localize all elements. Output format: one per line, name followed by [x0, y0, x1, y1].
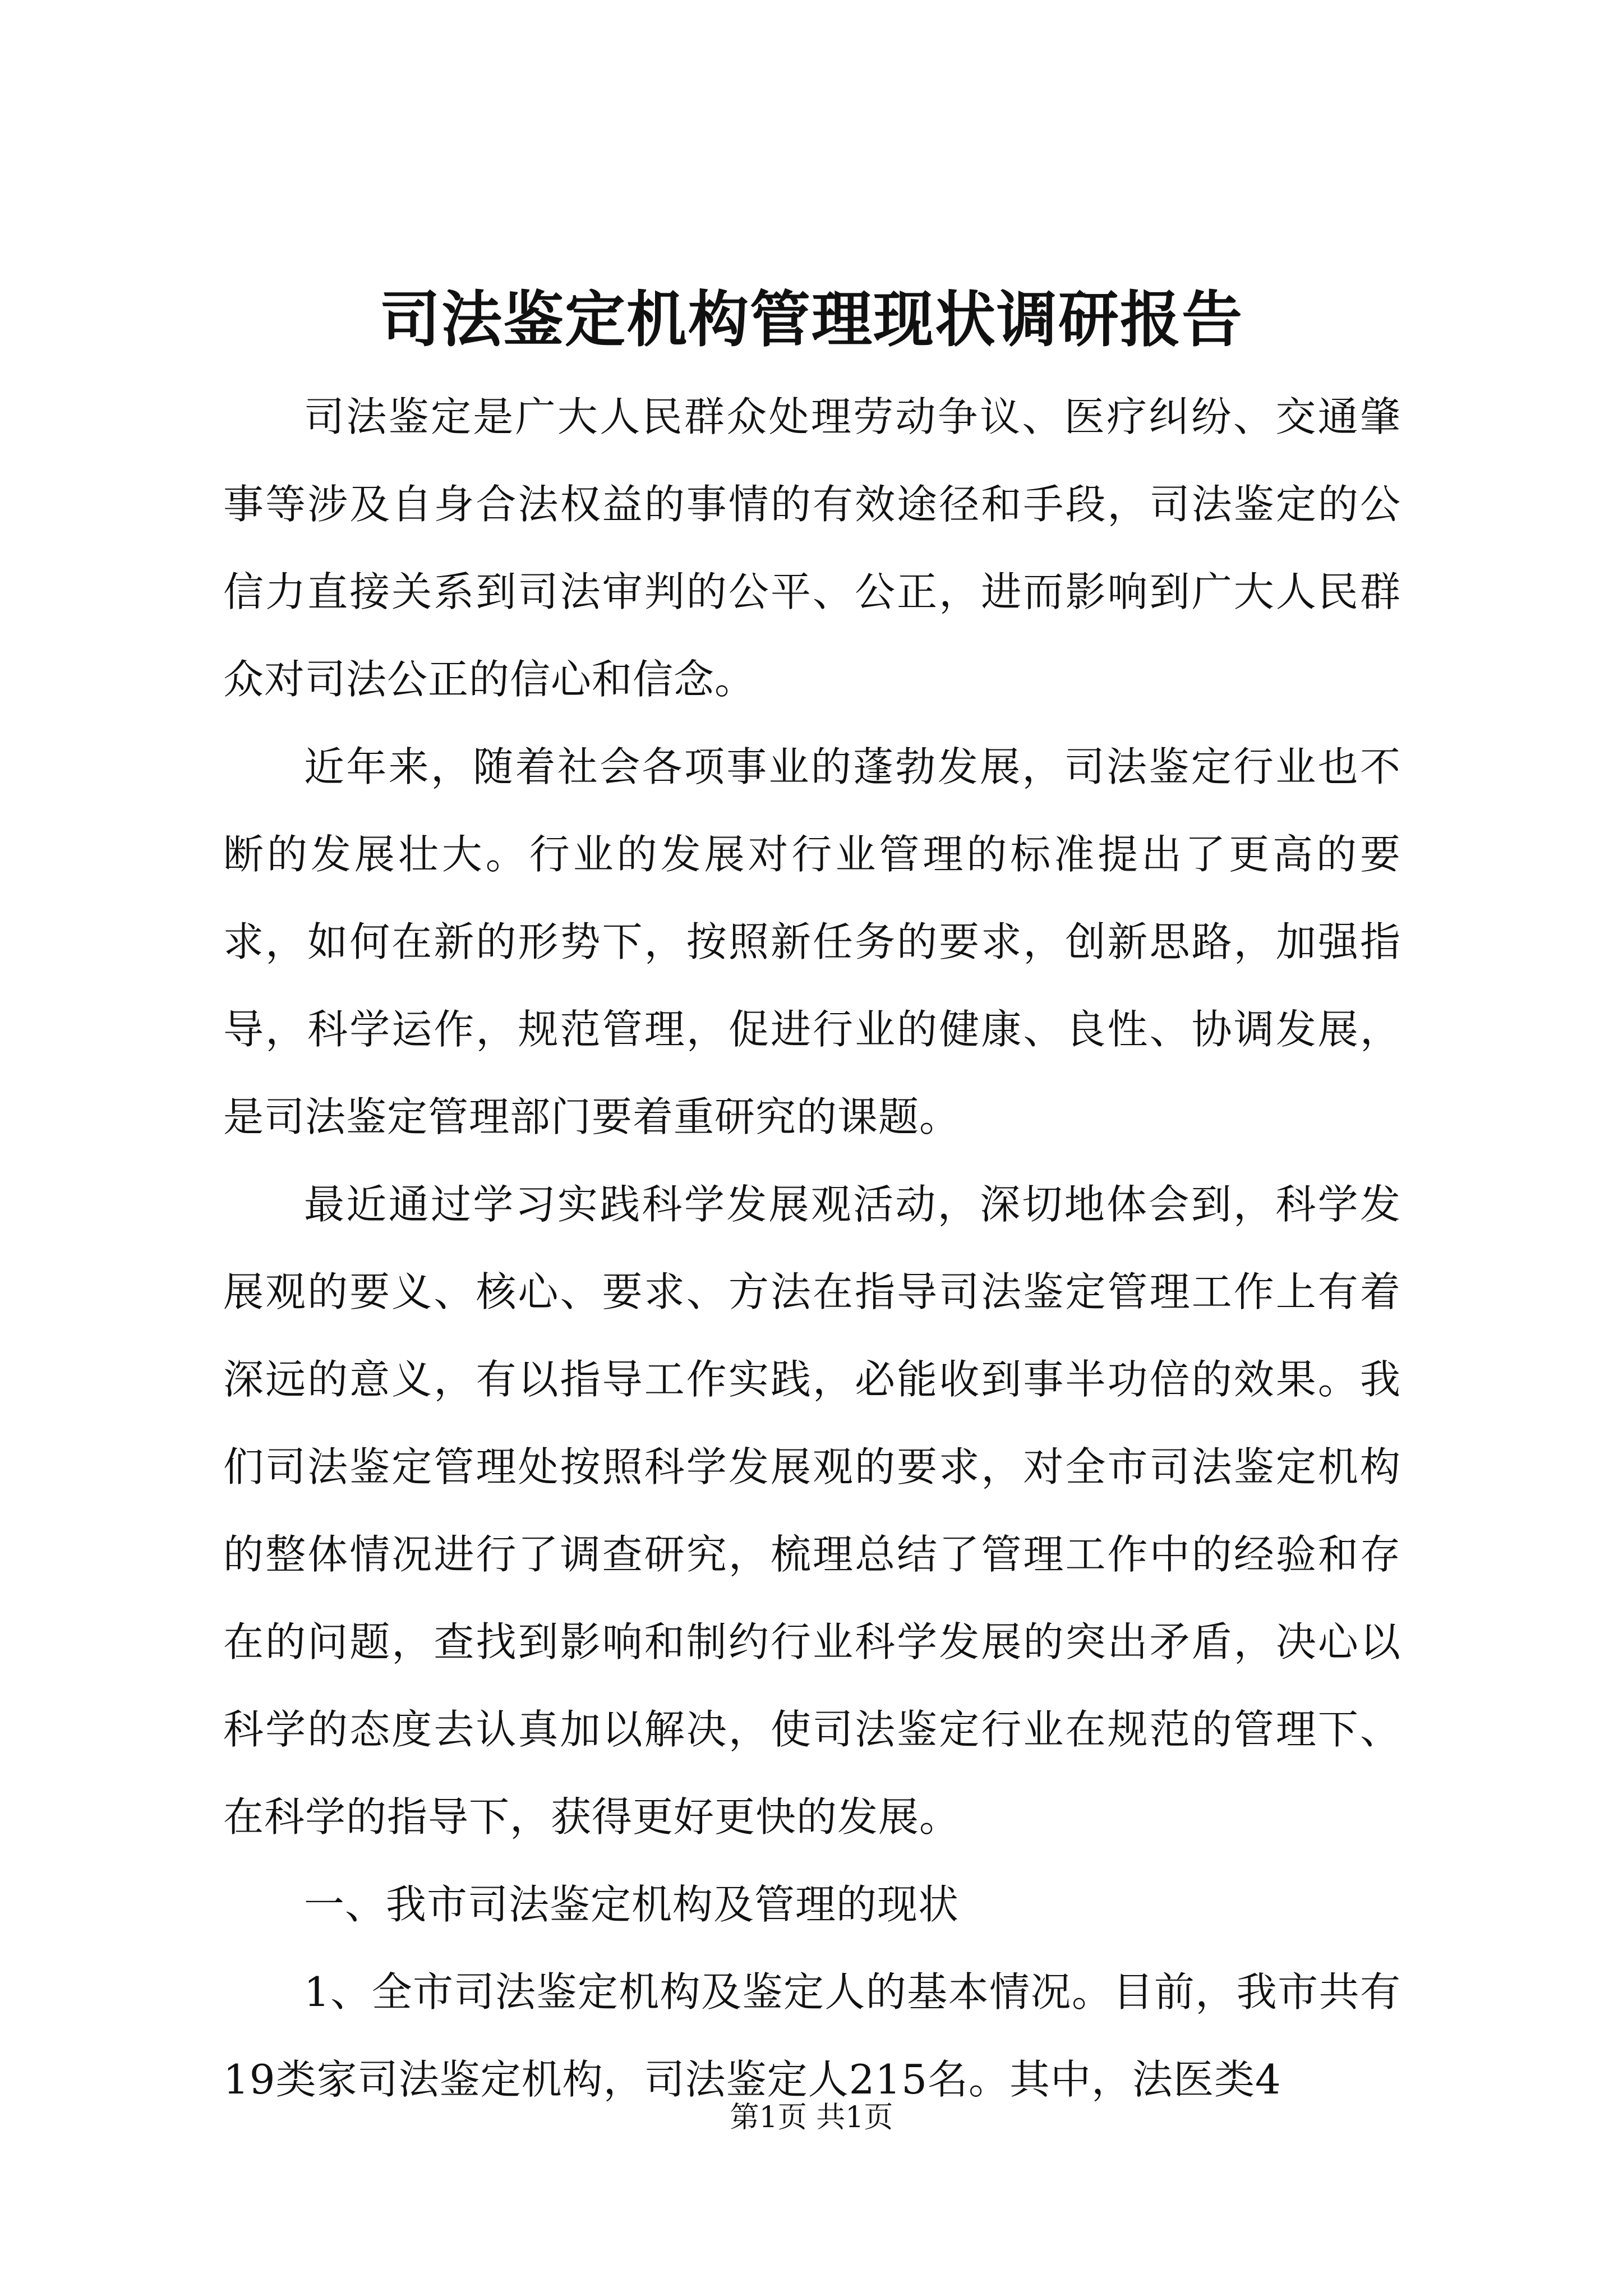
- section-heading-1: 一、我市司法鉴定机构及管理的现状: [304, 1881, 960, 1928]
- paragraph-1: 司法鉴定是广大人民群众处理劳动争议、医疗纠纷、交通肇事等涉及自身合法权益的事情的有效途径和手段，司法鉴定的公信力直接关系到司法审判的公平、公正，进而影响到广大人民群众对司法公正的信心和信念。: [223, 393, 1401, 703]
- paragraph-3: 最近通过学习实践科学发展观活动，深切地体会到，科学发展观的要义、核心、要求、方法在指导司法鉴定管理工作上有着深远的意义，有以指导工作实践，必能收到事半功倍的效果。我们司法鉴定管理处按照科学发展观的要求，对全市司法鉴定机构的整体情况进行了调查研究，梳理总结了管理工作中的经验和存在的问题，查找到影响和制约行业科学发展的突出矛盾，决心以科学的态度去认真加以解决，使司法鉴定行业在规范的管理下、在科学的指导下，获得更好更快的发展。: [223, 1181, 1401, 1841]
- page-footer: 第1页 共1页: [730, 2101, 893, 2134]
- paragraph-2: 近年来，随着社会各项事业的蓬勃发展，司法鉴定行业也不断的发展壮大。行业的发展对行业管理的标准提出了更高的要求，如何在新的形势下，按照新任务的要求，创新思路，加强指导，科学运作，规范管理，促进行业的健康、良性、协调发展，是司法鉴定管理部门要着重研究的课题。: [223, 743, 1401, 1140]
- paragraph-4: 1、全市司法鉴定机构及鉴定人的基本情况。目前，我市共有19类家司法鉴定机构，司法鉴定人215名。其中，法医类4: [223, 1968, 1401, 2103]
- document-body: [223, 373, 1401, 2123]
- document-title: 司法鉴定机构管理现状调研报告: [379, 284, 1243, 355]
